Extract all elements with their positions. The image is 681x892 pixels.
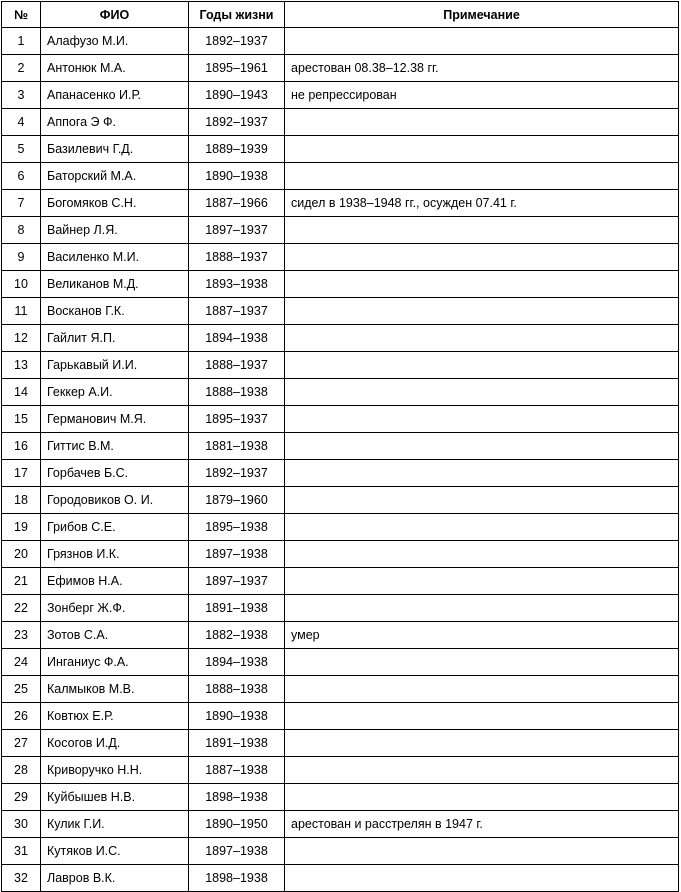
name-cell: Антонюк М.А. [41, 55, 189, 82]
note-cell [285, 730, 679, 757]
name-cell: Баторский М.А. [41, 163, 189, 190]
note-cell [285, 784, 679, 811]
name-cell: Геккер А.И. [41, 379, 189, 406]
years-cell: 1892–1937 [189, 109, 285, 136]
row-number-cell: 28 [2, 757, 41, 784]
note-cell [285, 136, 679, 163]
note-cell [285, 703, 679, 730]
table-row [2, 325, 679, 352]
name-cell: Базилевич Г.Д. [41, 136, 189, 163]
table-row [2, 757, 679, 784]
row-number-cell: 31 [2, 838, 41, 865]
years-cell: 1895–1961 [189, 55, 285, 82]
note-cell: арестован 08.38–12.38 гг. [285, 55, 679, 82]
table-row [2, 82, 679, 109]
years-cell: 1897–1937 [189, 568, 285, 595]
row-number-cell: 15 [2, 406, 41, 433]
years-cell: 1897–1937 [189, 217, 285, 244]
table-row [2, 838, 679, 865]
row-number-cell: 26 [2, 703, 41, 730]
note-cell [285, 406, 679, 433]
name-cell: Алафузо М.И. [41, 28, 189, 55]
years-cell: 1888–1938 [189, 676, 285, 703]
row-number-cell: 30 [2, 811, 41, 838]
note-cell [285, 325, 679, 352]
table-row [2, 271, 679, 298]
note-cell [285, 676, 679, 703]
row-number-cell: 32 [2, 865, 41, 892]
note-cell [285, 379, 679, 406]
note-cell: арестован и расстрелян в 1947 г. [285, 811, 679, 838]
years-cell: 1897–1938 [189, 838, 285, 865]
note-cell [285, 649, 679, 676]
note-cell [285, 541, 679, 568]
table-row [2, 136, 679, 163]
years-cell: 1882–1938 [189, 622, 285, 649]
name-cell: Апанасенко И.Р. [41, 82, 189, 109]
note-cell [285, 487, 679, 514]
note-cell [285, 433, 679, 460]
note-cell [285, 298, 679, 325]
note-cell [285, 595, 679, 622]
table-row [2, 109, 679, 136]
name-cell: Кутяков И.С. [41, 838, 189, 865]
years-cell: 1888–1937 [189, 352, 285, 379]
row-number-cell: 25 [2, 676, 41, 703]
row-number-cell: 6 [2, 163, 41, 190]
name-cell: Горбачев Б.С. [41, 460, 189, 487]
note-cell: умер [285, 622, 679, 649]
years-cell: 1895–1938 [189, 514, 285, 541]
row-number-cell: 3 [2, 82, 41, 109]
name-cell: Ковтюх Е.Р. [41, 703, 189, 730]
note-cell [285, 163, 679, 190]
row-number-cell: 12 [2, 325, 41, 352]
name-cell: Богомяков С.Н. [41, 190, 189, 217]
row-number-cell: 11 [2, 298, 41, 325]
note-cell: не репрессирован [285, 82, 679, 109]
row-number-cell: 1 [2, 28, 41, 55]
name-cell: Гайлит Я.П. [41, 325, 189, 352]
row-number-cell: 14 [2, 379, 41, 406]
table-row [2, 379, 679, 406]
data-table [1, 1, 679, 892]
table-row [2, 217, 679, 244]
note-cell [285, 28, 679, 55]
row-number-cell: 29 [2, 784, 41, 811]
row-number-cell: 24 [2, 649, 41, 676]
name-cell: Грязнов И.К. [41, 541, 189, 568]
name-cell: Инганиус Ф.А. [41, 649, 189, 676]
name-cell: Аппога Э Ф. [41, 109, 189, 136]
table-row [2, 514, 679, 541]
name-cell: Германович М.Я. [41, 406, 189, 433]
row-number-cell: 21 [2, 568, 41, 595]
table-body [2, 28, 679, 892]
note-cell [285, 244, 679, 271]
table-row [2, 406, 679, 433]
years-cell: 1898–1938 [189, 784, 285, 811]
years-cell: 1891–1938 [189, 730, 285, 757]
table-row [2, 352, 679, 379]
name-cell: Криворучко Н.Н. [41, 757, 189, 784]
table-row [2, 460, 679, 487]
table-row [2, 55, 679, 82]
row-number-cell: 7 [2, 190, 41, 217]
table-row [2, 730, 679, 757]
name-cell: Косогов И.Д. [41, 730, 189, 757]
table-row [2, 865, 679, 892]
years-cell: 1887–1937 [189, 298, 285, 325]
header-row [2, 2, 679, 28]
table-row [2, 487, 679, 514]
name-cell: Восканов Г.К. [41, 298, 189, 325]
row-number-cell: 5 [2, 136, 41, 163]
years-cell: 1879–1960 [189, 487, 285, 514]
column-header-name: ФИО [41, 2, 189, 28]
note-cell [285, 865, 679, 892]
name-cell: Великанов М.Д. [41, 271, 189, 298]
name-cell: Кулик Г.И. [41, 811, 189, 838]
years-cell: 1890–1938 [189, 163, 285, 190]
years-cell: 1881–1938 [189, 433, 285, 460]
years-cell: 1898–1938 [189, 865, 285, 892]
row-number-cell: 2 [2, 55, 41, 82]
note-cell [285, 352, 679, 379]
row-number-cell: 4 [2, 109, 41, 136]
name-cell: Ефимов Н.А. [41, 568, 189, 595]
name-cell: Вайнер Л.Я. [41, 217, 189, 244]
years-cell: 1897–1938 [189, 541, 285, 568]
row-number-cell: 19 [2, 514, 41, 541]
row-number-cell: 17 [2, 460, 41, 487]
note-cell: сидел в 1938–1948 гг., осужден 07.41 г. [285, 190, 679, 217]
name-cell: Калмыков М.В. [41, 676, 189, 703]
note-cell [285, 838, 679, 865]
table-row [2, 703, 679, 730]
name-cell: Зотов С.А. [41, 622, 189, 649]
years-cell: 1890–1943 [189, 82, 285, 109]
row-number-cell: 9 [2, 244, 41, 271]
years-cell: 1888–1937 [189, 244, 285, 271]
name-cell: Лавров В.К. [41, 865, 189, 892]
row-number-cell: 8 [2, 217, 41, 244]
table-row [2, 622, 679, 649]
row-number-cell: 18 [2, 487, 41, 514]
table-row [2, 676, 679, 703]
column-header-number: № [2, 2, 41, 28]
years-cell: 1890–1950 [189, 811, 285, 838]
note-cell [285, 514, 679, 541]
table-row [2, 244, 679, 271]
years-cell: 1895–1937 [189, 406, 285, 433]
note-cell [285, 460, 679, 487]
years-cell: 1889–1939 [189, 136, 285, 163]
table-row [2, 649, 679, 676]
row-number-cell: 23 [2, 622, 41, 649]
table-row [2, 568, 679, 595]
table-row [2, 811, 679, 838]
name-cell: Гиттис В.М. [41, 433, 189, 460]
column-header-note: Примечание [285, 2, 679, 28]
row-number-cell: 16 [2, 433, 41, 460]
row-number-cell: 27 [2, 730, 41, 757]
table-row [2, 595, 679, 622]
years-cell: 1890–1938 [189, 703, 285, 730]
table-row [2, 433, 679, 460]
years-cell: 1894–1938 [189, 325, 285, 352]
note-cell [285, 217, 679, 244]
note-cell [285, 757, 679, 784]
table-row [2, 163, 679, 190]
note-cell [285, 109, 679, 136]
table-row [2, 784, 679, 811]
years-cell: 1888–1938 [189, 379, 285, 406]
name-cell: Василенко М.И. [41, 244, 189, 271]
name-cell: Куйбышев Н.В. [41, 784, 189, 811]
table-row [2, 298, 679, 325]
note-cell [285, 271, 679, 298]
row-number-cell: 22 [2, 595, 41, 622]
name-cell: Грибов С.Е. [41, 514, 189, 541]
table-row [2, 541, 679, 568]
note-cell [285, 568, 679, 595]
table-row [2, 190, 679, 217]
row-number-cell: 13 [2, 352, 41, 379]
years-cell: 1891–1938 [189, 595, 285, 622]
name-cell: Зонберг Ж.Ф. [41, 595, 189, 622]
years-cell: 1892–1937 [189, 28, 285, 55]
years-cell: 1893–1938 [189, 271, 285, 298]
years-cell: 1887–1938 [189, 757, 285, 784]
name-cell: Гарькавый И.И. [41, 352, 189, 379]
row-number-cell: 20 [2, 541, 41, 568]
row-number-cell: 10 [2, 271, 41, 298]
years-cell: 1887–1966 [189, 190, 285, 217]
years-cell: 1894–1938 [189, 649, 285, 676]
years-cell: 1892–1937 [189, 460, 285, 487]
name-cell: Городовиков О. И. [41, 487, 189, 514]
column-header-years: Годы жизни [189, 2, 285, 28]
table-row [2, 28, 679, 55]
